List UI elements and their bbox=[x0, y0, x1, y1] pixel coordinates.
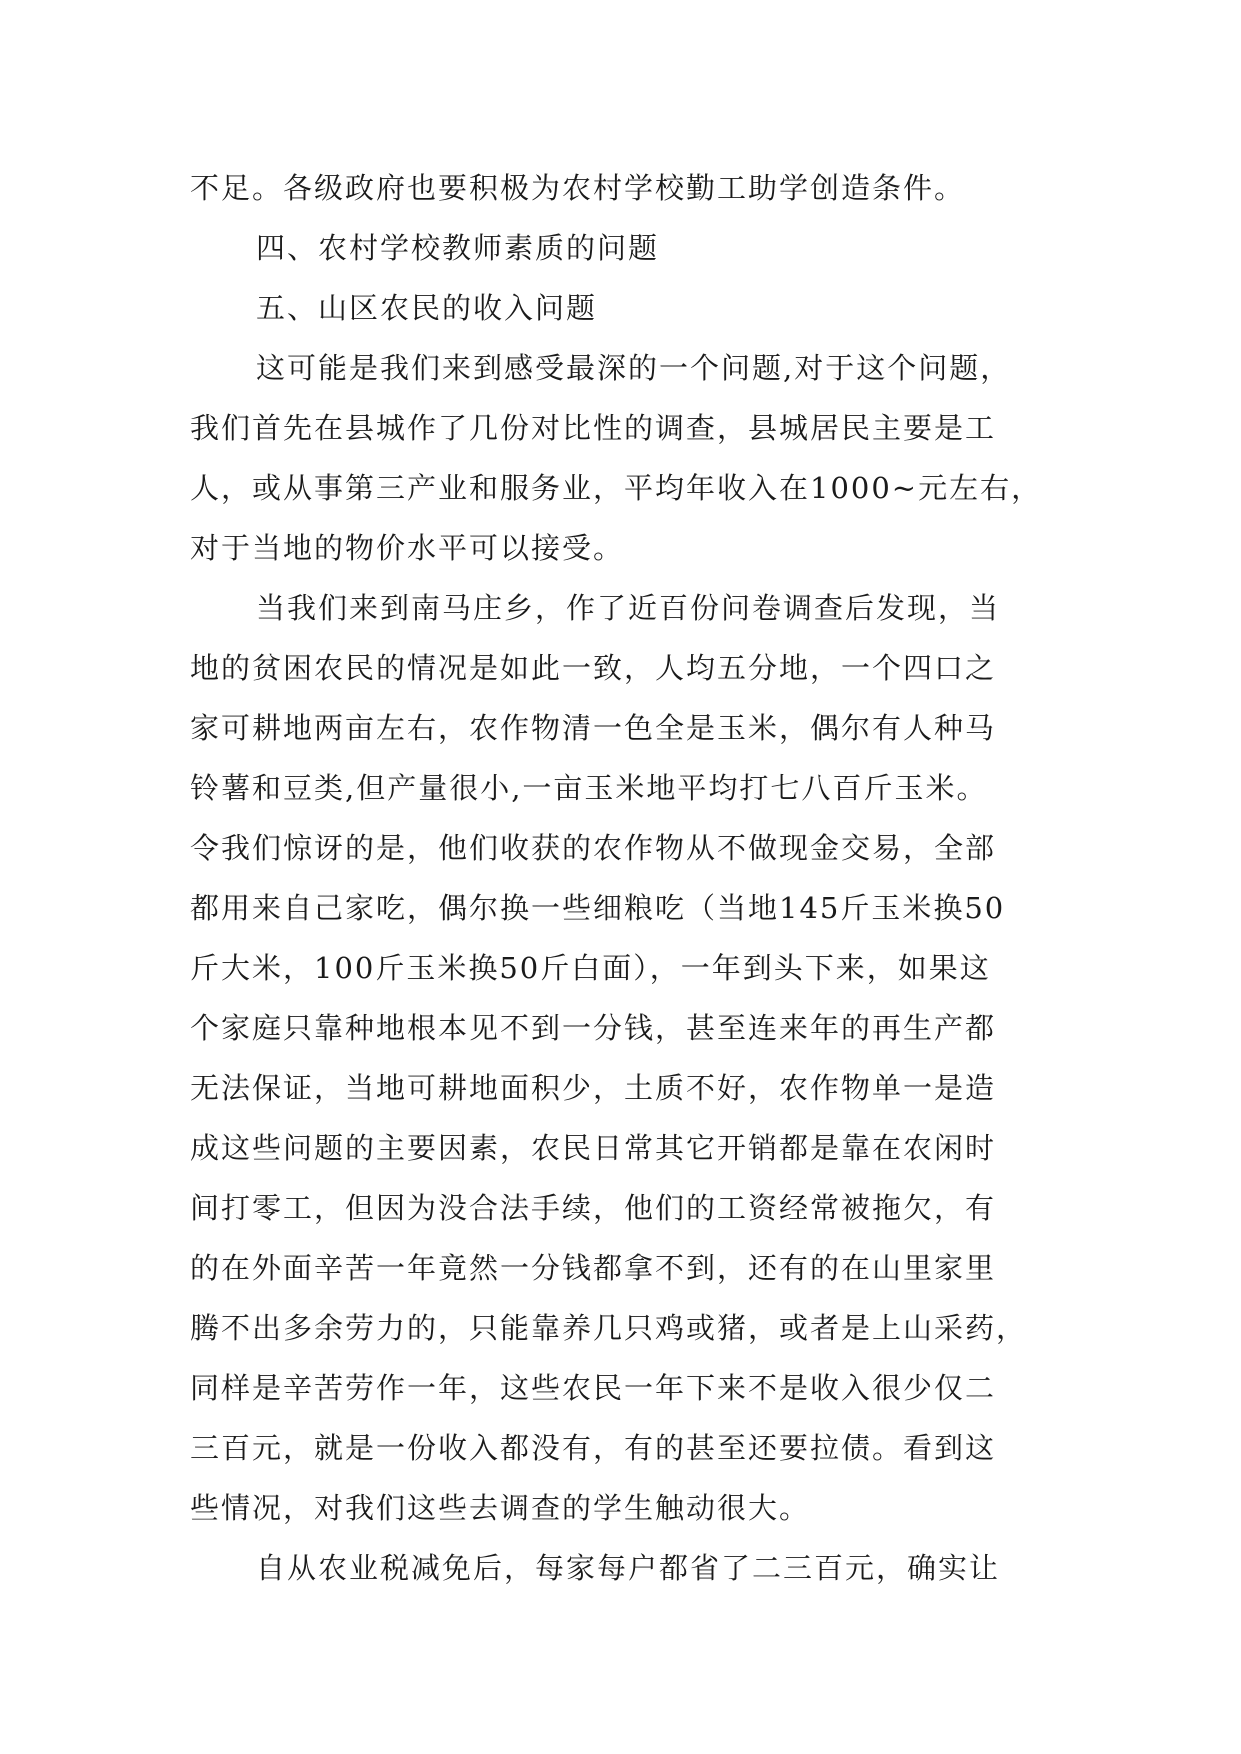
body-text-line: 当我们来到南马庄乡，作了近百份问卷调查后发现，当 bbox=[256, 591, 1001, 625]
body-text-line: 无法保证，当地可耕地面积少，土质不好，农作物单一是造 bbox=[190, 1071, 997, 1105]
section-heading-5: 五、山区农民的收入问题 bbox=[256, 291, 598, 325]
body-text-line: 不足。各级政府也要积极为农村学校勤工助学创造条件。 bbox=[190, 171, 966, 205]
body-text-line: 个家庭只靠种地根本见不到一分钱，甚至连来年的再生产都 bbox=[190, 1011, 997, 1045]
body-text-line: 家可耕地两亩左右，农作物清一色全是玉米，偶尔有人种马 bbox=[190, 711, 997, 745]
body-text-line: 都用来自己家吃，偶尔换一些细粮吃（当地145斤玉米换50 bbox=[190, 891, 1006, 925]
body-text-line: 人，或从事第三产业和服务业，平均年收入在1000~元左右， bbox=[190, 471, 1043, 505]
section-heading-4: 四、农村学校教师素质的问题 bbox=[256, 231, 660, 265]
body-text-line: 腾不出多余劳力的，只能靠养几只鸡或猪，或者是上山采药， bbox=[190, 1311, 1028, 1345]
body-text-line: 间打零工，但因为没合法手续，他们的工资经常被拖欠，有 bbox=[190, 1191, 997, 1225]
body-text-line: 斤大米，100斤玉米换50斤白面），一年到头下来，如果这 bbox=[190, 951, 991, 985]
body-text-line: 这可能是我们来到感受最深的一个问题,对于这个问题， bbox=[256, 351, 1012, 385]
body-text-line: 三百元，就是一份收入都没有，有的甚至还要拉债。看到这 bbox=[190, 1431, 997, 1465]
body-text-line: 些情况，对我们这些去调查的学生触动很大。 bbox=[190, 1491, 811, 1525]
body-text-line: 令我们惊讶的是，他们收获的农作物从不做现金交易，全部 bbox=[190, 831, 997, 865]
body-text-line: 自从农业税减免后，每家每户都省了二三百元，确实让 bbox=[256, 1551, 1001, 1585]
body-text-line: 的在外面辛苦一年竟然一分钱都拿不到，还有的在山里家里 bbox=[190, 1251, 997, 1285]
body-text-line: 铃薯和豆类,但产量很小,一亩玉米地平均打七八百斤玉米。 bbox=[190, 771, 988, 805]
body-text-line: 同样是辛苦劳作一年，这些农民一年下来不是收入很少仅二 bbox=[190, 1371, 997, 1405]
body-text-line: 我们首先在县城作了几份对比性的调查，县城居民主要是工 bbox=[190, 411, 997, 445]
body-text-line: 成这些问题的主要因素，农民日常其它开销都是靠在农闲时 bbox=[190, 1131, 997, 1165]
body-text-line: 对于当地的物价水平可以接受。 bbox=[190, 531, 625, 565]
body-text-line: 地的贫困农民的情况是如此一致，人均五分地，一个四口之 bbox=[190, 651, 997, 685]
